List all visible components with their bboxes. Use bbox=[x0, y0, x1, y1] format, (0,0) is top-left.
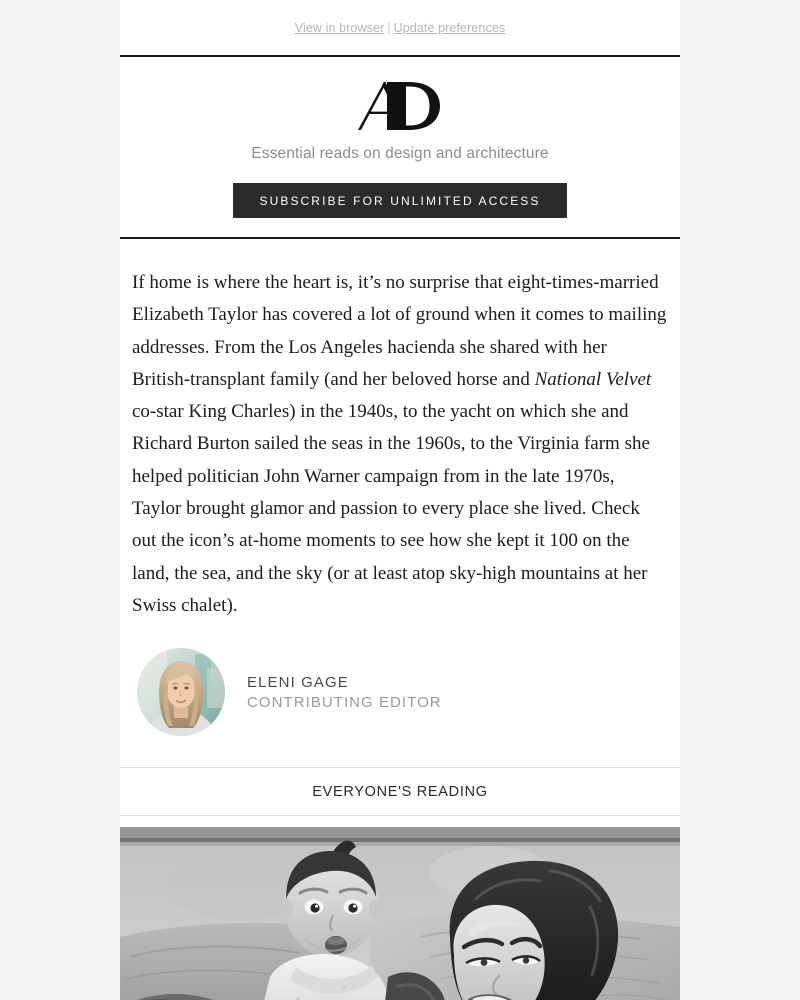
ad-logo-icon bbox=[354, 76, 446, 134]
author-role: CONTRIBUTING EDITOR bbox=[247, 693, 442, 711]
preheader-links bbox=[295, 21, 505, 35]
author-avatar bbox=[137, 648, 225, 736]
author-info bbox=[247, 673, 442, 712]
everyones-reading-section bbox=[120, 767, 680, 816]
article-text-tail: co-star King Charles) in the 1940s, to the yacht on which she and Richard Burton sailed the seas in the 1960s, to the Virginia farm she helped politician John Warner campaign from in the late 1970s, Taylor brought glamor and passion to every place she lived. Check out the icon’s at-home moments to see how she kept it 100 on the land, the sea, and the sky (or at least atop sky-high mountains at her Swiss chalet). bbox=[132, 401, 650, 616]
hero-article-photo[interactable] bbox=[120, 827, 680, 1000]
article-paragraph bbox=[132, 267, 668, 622]
email-content-column bbox=[120, 0, 680, 1000]
update-preferences-link[interactable]: Update preferences bbox=[393, 20, 506, 35]
article-italic-title: National Velvet bbox=[534, 368, 652, 390]
author-byline bbox=[120, 622, 680, 736]
preheader-separator: | bbox=[387, 20, 391, 35]
section-title: EVERYONE'S READING bbox=[312, 784, 488, 801]
masthead-tagline: Essential reads on design and architecture bbox=[251, 145, 549, 162]
subscribe-button[interactable]: SUBSCRIBE FOR UNLIMITED ACCESS bbox=[233, 183, 566, 218]
cta-container bbox=[120, 183, 680, 218]
author-name: ELENI GAGE bbox=[247, 673, 349, 691]
section-bottom-rule bbox=[120, 815, 680, 816]
article-text-lead: If home is where the heart is, it’s no surprise that eight-times-married Elizabeth Taylor has covered a lot of ground when it comes to mailing addresses. From the Los Angeles hacienda she shared with her British-transplant family (and her beloved horse and bbox=[132, 272, 667, 390]
view-in-browser-link[interactable]: View in browser bbox=[294, 20, 385, 35]
preheader-bar bbox=[120, 0, 680, 55]
ad-logo-link[interactable] bbox=[354, 76, 446, 134]
masthead-spacer bbox=[120, 218, 680, 237]
article-body bbox=[120, 239, 680, 622]
masthead bbox=[120, 57, 680, 237]
